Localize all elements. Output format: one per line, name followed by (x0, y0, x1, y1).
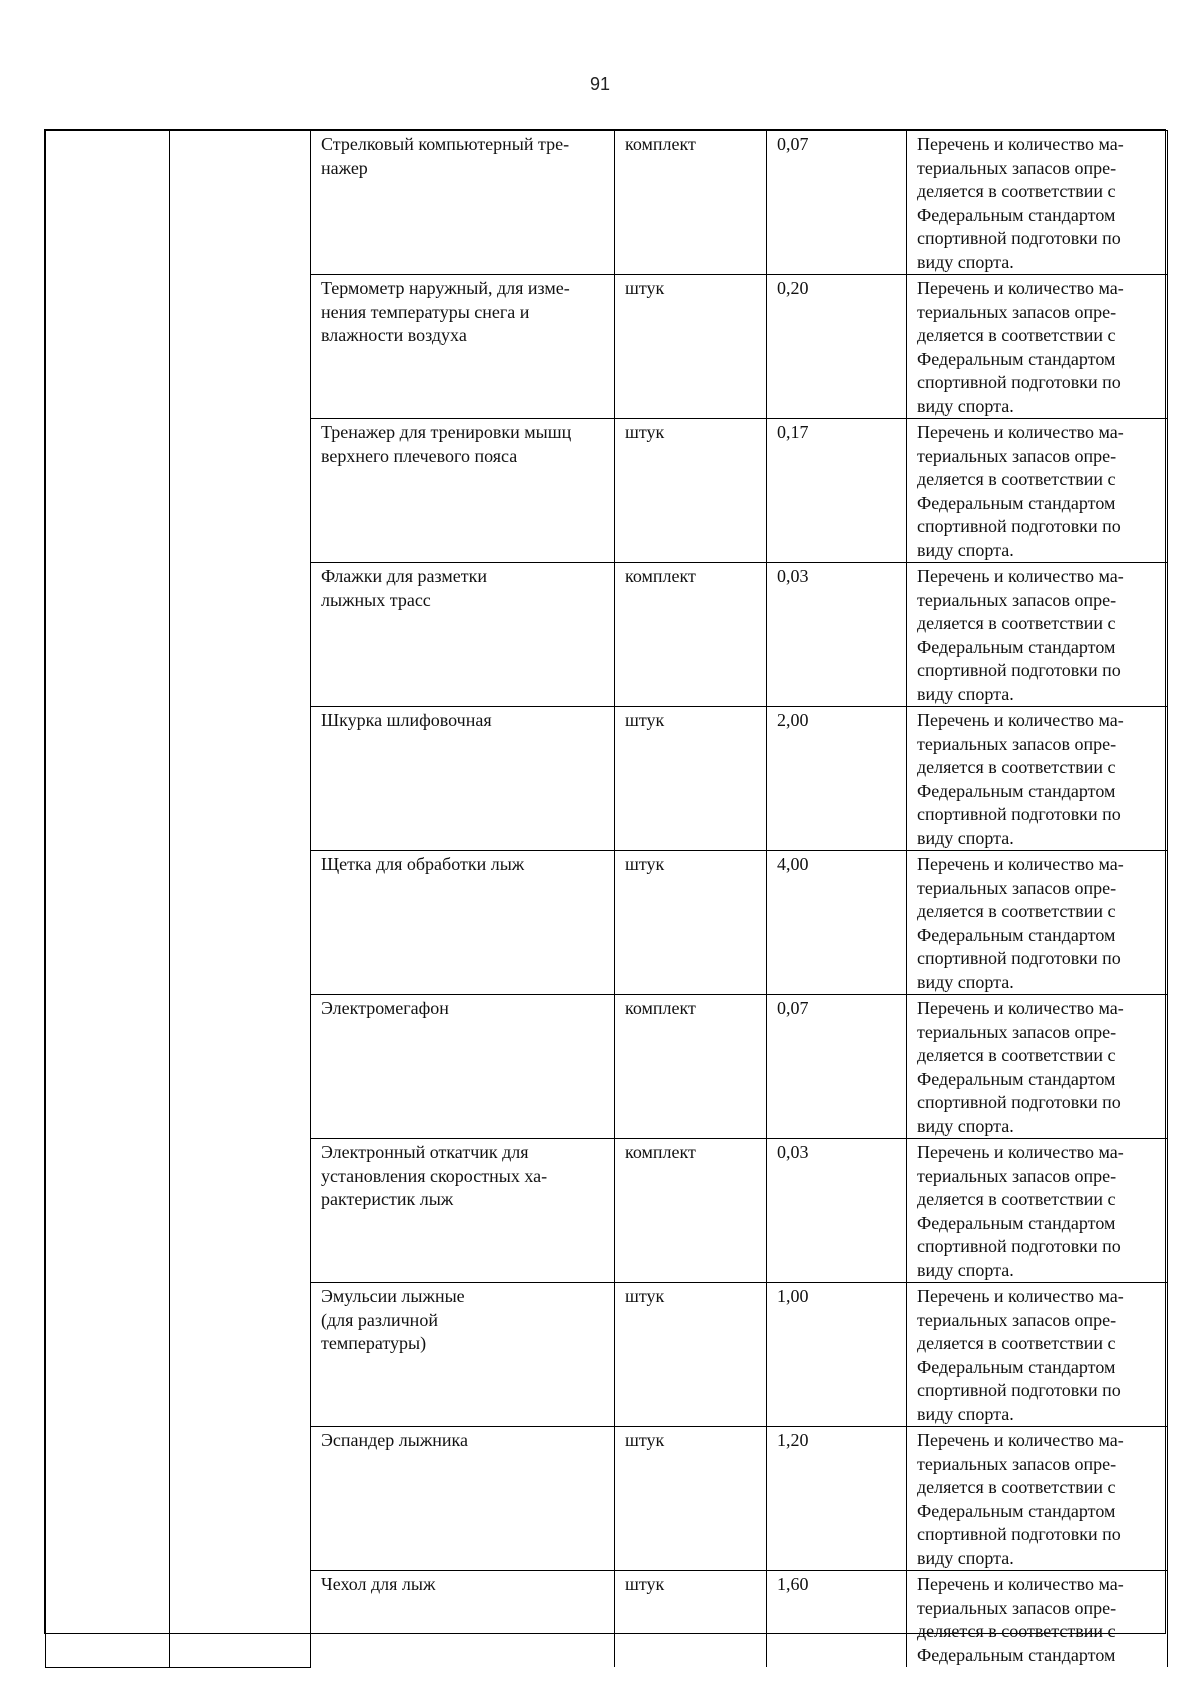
unit-cell: комплект (615, 995, 767, 1139)
quantity-cell: 0,03 (767, 563, 907, 707)
unit-cell: штук (615, 1571, 767, 1668)
quantity-cell: 0,07 (767, 131, 907, 275)
item-name-cell: Чехол для лыж (311, 1571, 615, 1668)
quantity-cell: 0,07 (767, 995, 907, 1139)
item-name-cell: Щетка для обработки лыж (311, 851, 615, 995)
note-cell: Перечень и количество ма- териальных запасов опре- деляется в соответствии с Федеральным стандартом спортивной подготовки по виду спорта. (907, 563, 1168, 707)
item-name-cell: Флажки для разметки лыжных трасс (311, 563, 615, 707)
item-name-cell: Термометр наружный, для изме- нения температуры снега и влажности воздуха (311, 275, 615, 419)
equipment-table-container (44, 129, 1166, 1665)
note-cell: Перечень и количество ма- териальных запасов опре- деляется в соответствии с Федеральным стандартом спортивной подготовки по виду спорта. (907, 995, 1168, 1139)
quantity-cell: 0,03 (767, 1139, 907, 1283)
unit-cell: комплект (615, 563, 767, 707)
unit-cell: комплект (615, 131, 767, 275)
note-cell: Перечень и количество ма- териальных запасов опре- деляется в соответствии с Федеральным стандартом спортивной подготовки по виду спорта. (907, 419, 1168, 563)
unit-cell: штук (615, 851, 767, 995)
quantity-cell: 0,17 (767, 419, 907, 563)
quantity-cell: 4,00 (767, 851, 907, 995)
note-cell: Перечень и количество ма- териальных запасов опре- деляется в соответствии с Федеральным стандартом спортивной подготовки по виду спорта. (907, 131, 1168, 275)
equipment-table (45, 130, 1168, 1668)
note-cell: Перечень и количество ма- териальных запасов опре- деляется в соответствии с Федеральным стандартом (907, 1571, 1168, 1668)
quantity-cell: 2,00 (767, 707, 907, 851)
table-row (46, 131, 1168, 275)
item-name-cell: Эспандер лыжника (311, 1427, 615, 1571)
item-name-cell: Электромегафон (311, 995, 615, 1139)
quantity-cell: 0,20 (767, 275, 907, 419)
note-cell: Перечень и количество ма- териальных запасов опре- деляется в соответствии с Федеральным стандартом спортивной подготовки по виду спорта. (907, 1427, 1168, 1571)
item-name-cell: Электронный откатчик для установления скоростных ха- рактеристик лыж (311, 1139, 615, 1283)
unit-cell: штук (615, 1427, 767, 1571)
unit-cell: комплект (615, 1139, 767, 1283)
quantity-cell: 1,20 (767, 1427, 907, 1571)
unit-cell: штук (615, 1283, 767, 1427)
item-name-cell: Тренажер для тренировки мышц верхнего плечевого пояса (311, 419, 615, 563)
blank-column-1 (46, 131, 170, 1668)
note-cell: Перечень и количество ма- териальных запасов опре- деляется в соответствии с Федеральным стандартом спортивной подготовки по виду спорта. (907, 1283, 1168, 1427)
table-body (46, 131, 1168, 1668)
unit-cell: штук (615, 419, 767, 563)
note-cell: Перечень и количество ма- териальных запасов опре- деляется в соответствии с Федеральным стандартом спортивной подготовки по виду спорта. (907, 1139, 1168, 1283)
unit-cell: штук (615, 275, 767, 419)
note-cell: Перечень и количество ма- териальных запасов опре- деляется в соответствии с Федеральным стандартом спортивной подготовки по виду спорта. (907, 851, 1168, 995)
page-number: 91 (589, 74, 611, 94)
item-name-cell: Эмульсии лыжные (для различной температуры) (311, 1283, 615, 1427)
blank-column-2 (170, 131, 311, 1668)
quantity-cell: 1,00 (767, 1283, 907, 1427)
item-name-cell: Стрелковый компьютерный тре- нажер (311, 131, 615, 275)
item-name-cell: Шкурка шлифовочная (311, 707, 615, 851)
note-cell: Перечень и количество ма- териальных запасов опре- деляется в соответствии с Федеральным стандартом спортивной подготовки по виду спорта. (907, 707, 1168, 851)
quantity-cell: 1,60 (767, 1571, 907, 1668)
unit-cell: штук (615, 707, 767, 851)
note-cell: Перечень и количество ма- териальных запасов опре- деляется в соответствии с Федеральным стандартом спортивной подготовки по виду спорта. (907, 275, 1168, 419)
